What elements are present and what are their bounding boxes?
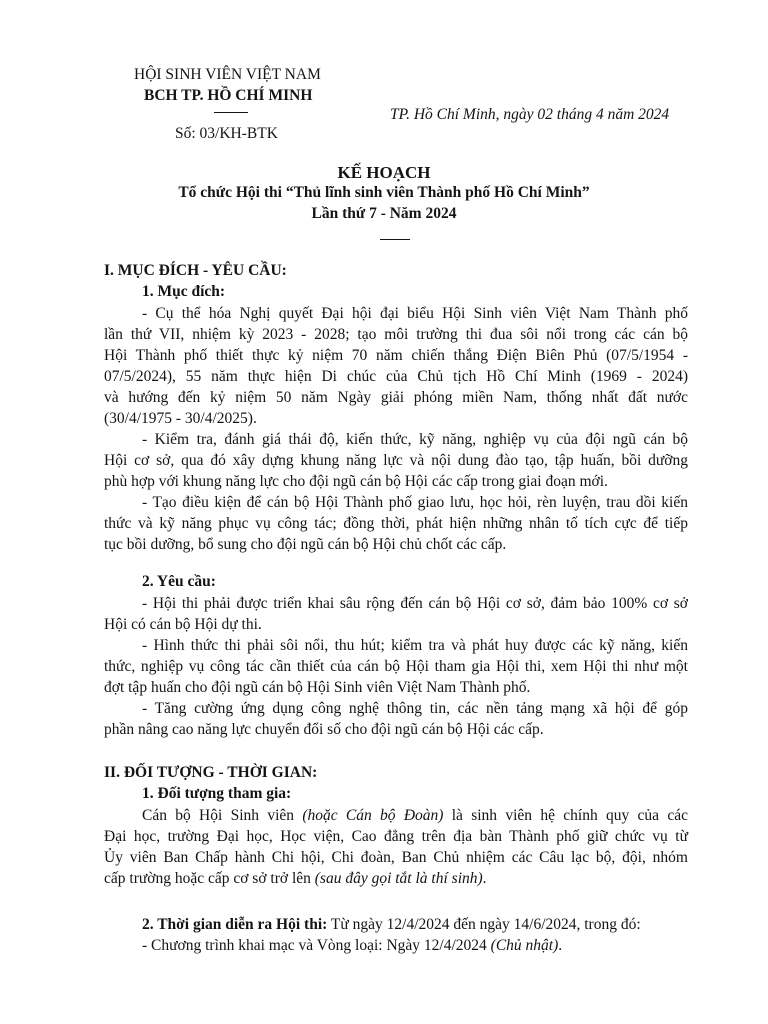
paragraph-line: tục bồi dưỡng, bổ sung cho đội ngũ cán bộ Hội chủ chốt các cấp. (104, 536, 507, 553)
paragraph-line: và hướng đến kỷ niệm 50 năm Ngày giải phóng miền Nam, thống nhất đất nước (104, 389, 688, 406)
paragraph-line: 07/5/2024), 55 năm thực hiện Di chúc của Chủ tịch Hồ Chí Minh (1969 - 2024) (104, 368, 688, 385)
section-1-heading: I. MỤC ĐÍCH - YÊU CẦU: (104, 262, 287, 279)
document-edition: Lần thứ 7 - Năm 2024 (311, 205, 457, 222)
section-2-heading: II. ĐỐI TƯỢNG - THỜI GIAN: (104, 764, 318, 781)
paragraph-line: cấp trường hoặc cấp cơ sở trở lên (sau đây gọi tắt là thí sinh). (104, 870, 487, 887)
paragraph-line: - Hội thi phải được triển khai sâu rộng đến cán bộ Hội cơ sở, đảm bảo 100% cơ sở (142, 595, 688, 612)
paragraph-line: lần thứ VII, nhiệm kỳ 2023 - 2028; tạo môi trường thi đua sôi nổi trong các cán bộ (104, 326, 688, 343)
paragraph-line: thức và kỹ năng phục vụ công tác; đồng thời, phát hiện những nhân tố tích cực để tiếp (104, 515, 688, 532)
document-title: KẾ HOẠCH (337, 163, 431, 182)
document-number: Số: 03/KH-BTK (175, 125, 278, 142)
paragraph-line: Hội cơ sở, qua đó xây dựng khung năng lực và nội dung đào tạo, tập huấn, bồi dưỡng (104, 452, 688, 469)
org-branch: BCH TP. HỒ CHÍ MINH (144, 87, 313, 104)
paragraph-line: - Tăng cường ứng dụng công nghệ thông tin, các nền tảng mạng xã hội để góp (142, 700, 688, 717)
org-name: HỘI SINH VIÊN VIỆT NAM (134, 66, 321, 83)
paragraph-line: Hội có cán bộ Hội dự thi. (104, 616, 262, 633)
document-subtitle: Tổ chức Hội thi “Thủ lĩnh sinh viên Thành phố Hồ Chí Minh” (178, 184, 590, 201)
paragraph-line: - Hình thức thi phải sôi nổi, thu hút; kiểm tra và phát huy được các kỹ năng, kiến (142, 637, 688, 654)
header-divider (214, 112, 248, 113)
paragraph-line: Ủy viên Ban Chấp hành Chi hội, Chi đoàn, Ban Chủ nhiệm các Câu lạc bộ, đội, nhóm (104, 849, 688, 866)
paragraph-line: phù hợp với khung năng lực cho đội ngũ cán bộ Hội các cấp trong giai đoạn mới. (104, 473, 608, 490)
paragraph-line: - Tạo điều kiện để cán bộ Hội Thành phố giao lưu, học hỏi, rèn luyện, trau dồi kiến (142, 494, 688, 511)
paragraph-line: thức, nghiệp vụ công tác cần thiết của cán bộ Hội tham gia Hội thi, xem Hội thi như một (104, 658, 688, 675)
paragraph-line: Cán bộ Hội Sinh viên (hoặc Cán bộ Đoàn) là sinh viên hệ chính quy của các (142, 807, 688, 824)
section-1-1-heading: 1. Mục đích: (142, 283, 226, 300)
section-2-1-heading: 1. Đối tượng tham gia: (142, 785, 292, 802)
paragraph-line: - Kiểm tra, đánh giá thái độ, kiến thức, kỹ năng, nghiệp vụ của đội ngũ cán bộ (142, 431, 688, 448)
paragraph-line: Đại học, trường Đại học, Học viện, Cao đẳng trên địa bàn Thành phố giữ chức vụ từ (104, 828, 688, 845)
section-2-2-heading: 2. Thời gian diễn ra Hội thi: (142, 916, 328, 933)
paragraph-line: (30/4/1975 - 30/4/2025). (104, 410, 257, 427)
paragraph-line: Hội Thành phố thiết thực kỷ niệm 70 năm chiến thắng Điện Biên Phủ (07/5/1954 - (104, 347, 688, 364)
section-2-2-line: 2. Thời gian diễn ra Hội thi: Từ ngày 12/4/2024 đến ngày 14/6/2024, trong đó: (142, 916, 641, 933)
section-1-2-heading: 2. Yêu cầu: (142, 573, 216, 590)
title-divider (380, 239, 410, 240)
paragraph-line: đợt tập huấn cho đội ngũ cán bộ Hội Sinh viên Việt Nam Thành phố. (104, 679, 531, 696)
list-item: - Chương trình khai mạc và Vòng loại: Ngày 12/4/2024 (Chủ nhật). (142, 937, 563, 954)
place-date: TP. Hồ Chí Minh, ngày 02 tháng 4 năm 2024 (390, 106, 670, 123)
paragraph-line: phần nâng cao năng lực chuyển đổi số cho đội ngũ cán bộ Hội các cấp. (104, 721, 544, 738)
paragraph-line: - Cụ thể hóa Nghị quyết Đại hội đại biểu Hội Sinh viên Việt Nam Thành phố (142, 305, 688, 322)
